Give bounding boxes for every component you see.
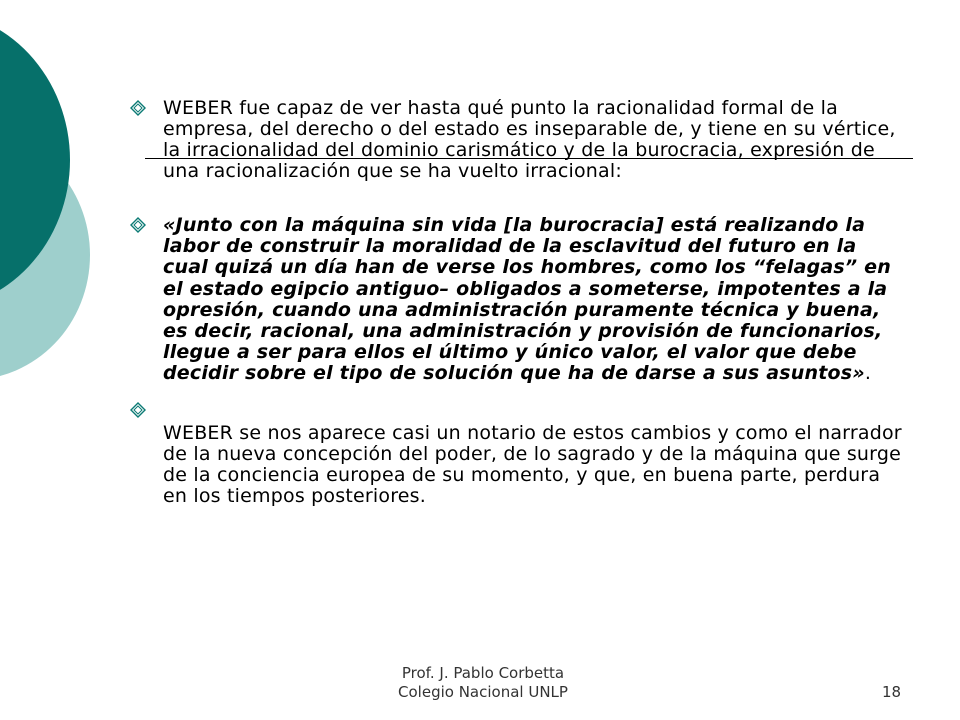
weber-quote: «Junto con la máquina sin vida [la burocracia] está realizando la labor de construir la moralidad de la esclavitud del futuro en la cual quizá un día han de verse los hombres, como los “felagas” en el estado egipcio antiguo– obligados a someterse, impotentes a la opresión, cuando una administración puramente técnica y buena, es decir, racional, una administración y provisión de funcionarios, llegue a ser para ellos el último y único valor, el valor que debe decidir sobre el tipo de solución que ha de darse a sus asuntos» [163, 214, 891, 385]
bullet-item-2-quote [130, 215, 905, 385]
bullet-3-lead: WEBER [163, 421, 234, 444]
bullet-1-text: fue capaz de ver hasta qué punto la racionalidad formal de la empresa, del derecho o del estado es inseparable de, y tiene en su vértice, la irracionalidad del dominio carismático y de la burocracia, expresión de una racionalización que se ha vuelto irracional: [163, 97, 896, 182]
bullet-item-3 [130, 400, 905, 507]
footer-author: Prof. J. Pablo Corbetta [401, 664, 565, 682]
hollow-diamond-icon [130, 100, 146, 116]
slide-body [130, 98, 905, 507]
page-number: 18 [882, 683, 902, 701]
empty-line [163, 400, 905, 423]
bullet-1-lead: WEBER [163, 97, 234, 119]
hollow-diamond-icon [130, 217, 146, 233]
bullet-3-text: se nos aparece casi un notario de estos cambios y como el narrador de la nueva concepción del poder, de lo sagrado y de la máquina que surge de la conciencia europea de su momento, y que, en buena parte, perdura en los tiempos posteriores. [163, 421, 902, 507]
bullet-item-1 [130, 98, 905, 182]
footer-institution: Colegio Nacional UNLP [398, 683, 568, 701]
quote-tail: . [864, 362, 872, 385]
footer-credit [378, 664, 588, 702]
hollow-diamond-icon [130, 402, 146, 418]
